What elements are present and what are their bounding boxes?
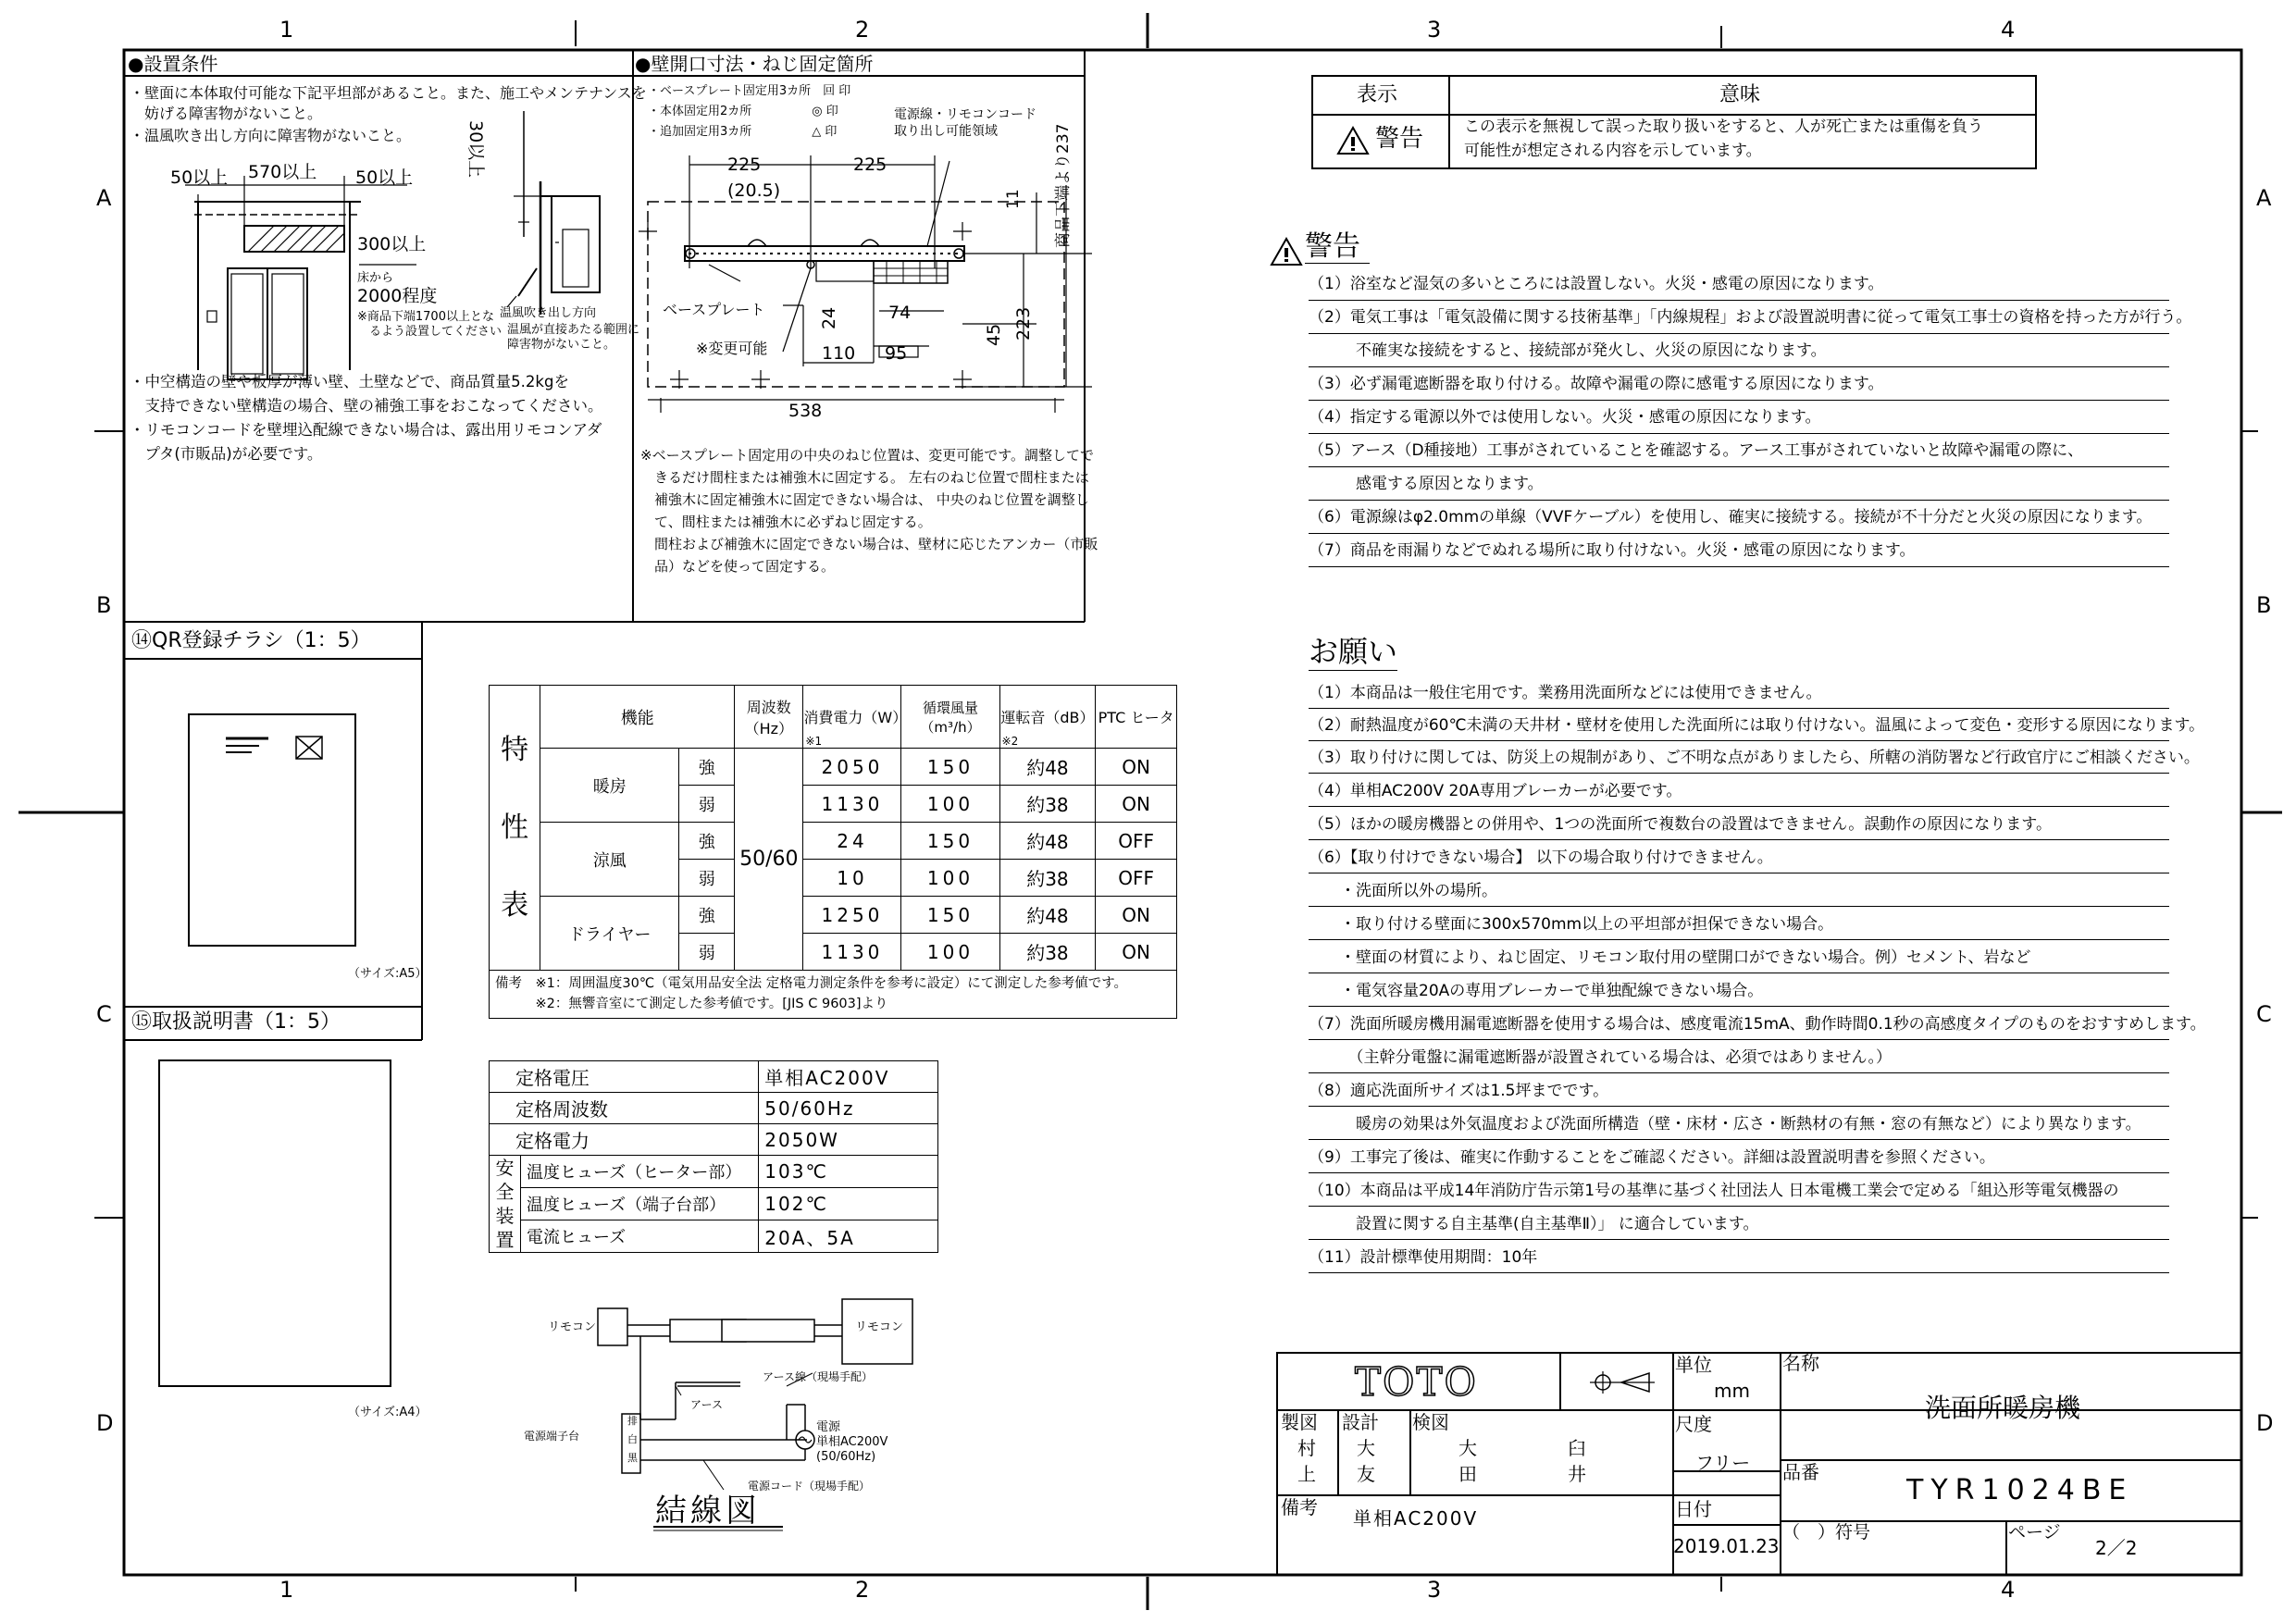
row-label-d: D	[96, 1410, 114, 1436]
safety-item: 電流ヒューズ	[520, 1220, 758, 1253]
power-cell: 2050	[803, 749, 901, 786]
request-item: （主幹分電盤に漏電遮断器が設置されている場合は、必須ではありません。）	[1309, 1048, 1893, 1067]
manual-title: ⑮取扱説明書（1：5）	[131, 1010, 341, 1034]
dim-45: 45	[984, 323, 1004, 346]
air-cell: 150	[901, 823, 999, 860]
part-number: TYR1024BE	[1906, 1474, 2134, 1506]
dim-top: 30以上	[465, 120, 486, 179]
cord-label: 電源コード（現場手配）	[748, 1480, 871, 1493]
safety-value: 20A、5A	[759, 1220, 938, 1253]
role-label: 検図	[1412, 1411, 1449, 1433]
request-item: ・壁面の材質により、ねじ固定、リモコン取付用の壁開口ができない場合。例）セメント、岩など	[1309, 948, 2031, 967]
request-item: （7）洗面所暖房機用漏電遮断器を使用する場合は、感度電流15mA、動作時間0.1秒の高感度タイプのものをおすすめします。	[1309, 1015, 2206, 1034]
opening-note: て、間柱または補強木に必ずねじ固定する。	[640, 514, 932, 530]
rating-label: 定格周波数	[490, 1093, 759, 1124]
mode-cell: 弱	[679, 786, 735, 823]
opening-note: 品）などを使って固定する。	[640, 558, 836, 575]
install-note2: ・中空構造の壁や板厚が薄い壁、土壁などで、商品質量5.2kgを	[130, 373, 569, 390]
floor-note: るよう設置してください	[357, 325, 503, 339]
mode-cell: 弱	[679, 934, 735, 971]
col-label-4-bottom: 4	[2001, 1577, 2016, 1603]
seal: 大	[1357, 1437, 1375, 1459]
col-label-4: 4	[2001, 17, 2016, 43]
request-item: （11）設計標準使用期間：10年	[1309, 1248, 1538, 1267]
opening-note: きるだけ間柱または補強木に固定する。 左右のねじ位置で間柱または	[640, 469, 1089, 486]
date-label: 日付	[1675, 1498, 1712, 1520]
terminal-mark: 黒	[627, 1452, 638, 1464]
blow-note: 障害物がないこと。	[507, 338, 616, 352]
col-meaning: 意味	[1719, 83, 1761, 106]
opening-note: 補強木に固定補強木に固定できない場合は、 中央のねじ位置を調整し	[640, 491, 1089, 508]
request-item: ・洗面所以外の場所。	[1309, 882, 1497, 900]
seal: 村	[1297, 1437, 1316, 1459]
qr-size: （サイズ:A5）	[348, 967, 428, 981]
dim-223: 223	[1013, 306, 1034, 341]
warning-label: 警告	[1375, 125, 1424, 153]
warning-item: 感電する原因となります。	[1309, 475, 1544, 493]
warning-item: （3）必ず漏電遮断器を取り付ける。故障や漏電の際に感電する原因になります。	[1309, 375, 1884, 393]
dim-mid: 570以上	[248, 162, 317, 182]
earth-wire-label: アース線（現場手配）	[763, 1370, 874, 1383]
dim-24: 24	[819, 306, 839, 329]
floor-note: 2000程度	[357, 286, 438, 306]
dim-74: 74	[888, 303, 912, 323]
spec-remarks	[490, 971, 1177, 1019]
noise-cell: 約38	[999, 786, 1096, 823]
power-cell: 1250	[803, 897, 901, 934]
safety-value: 103℃	[759, 1156, 938, 1188]
ptc-cell: ON	[1096, 749, 1177, 786]
warning-item: （1）浴室など湿気の多いところには設置しない。火災・感電の原因になります。	[1309, 275, 1884, 293]
note-mark-2: ※2	[1001, 735, 1019, 748]
dim-right: 50以上	[355, 167, 414, 188]
dim-11: 11	[1004, 189, 1023, 209]
noise-cell: 約48	[999, 897, 1096, 934]
safety-item: 温度ヒューズ（端子台部）	[520, 1188, 758, 1220]
dim-110: 110	[822, 343, 856, 364]
th-ptc: PTC ヒータ	[1096, 686, 1177, 749]
remote-right: リモコン	[855, 1320, 904, 1334]
opening-legend: ・ベースプレート固定用3カ所 回 印	[648, 84, 851, 98]
dim-below: 300以上	[357, 234, 427, 254]
warning-meaning: 可能性が想定される内容を示しています。	[1464, 142, 1762, 160]
opening-note: ※ベースプレート固定用の中央のねじ位置は、変更可能です。調整してで	[640, 447, 1095, 464]
func-cell: ドライヤー	[540, 897, 679, 971]
install-note2: ・リモコンコードを壁埋込配線できない場合は、露出用リモコンアダ	[130, 421, 602, 439]
install-note: 妨げる障害物がないこと。	[130, 105, 323, 122]
name-label: 名称	[1782, 1352, 1819, 1374]
warning-item: （6）電源線はφ2.0mmの単線（VVFケーブル）を使用し、確実に接続する。接続が不十分だと火災の原因になります。	[1309, 508, 2153, 527]
warning-item: （2）電気工事は「電気設備に関する技術基準」「内線規程」および設置説明書に従って電気工事士の資格を持った方が行う。	[1309, 308, 2192, 327]
row-label-b-right: B	[2256, 592, 2272, 618]
seal: 上	[1297, 1463, 1316, 1485]
remark-label: 備考	[1281, 1496, 1318, 1518]
symbol-label: （ ）符号	[1782, 1522, 1871, 1542]
th-func: 機能	[540, 686, 735, 749]
th-power: 消費電力（W） ※1	[803, 686, 901, 749]
th-freq: 周波数（Hz）	[735, 686, 803, 749]
dim-538: 538	[788, 401, 823, 421]
power-cell: 1130	[803, 934, 901, 971]
mode-cell: 強	[679, 749, 735, 786]
warnings-title: 警告	[1305, 230, 1360, 263]
install-note2: プタ(市販品)が必要です。	[130, 445, 323, 463]
opening-note: 間柱および補強木に固定できない場合は、壁材に応じたアンカー（市販	[640, 536, 1098, 552]
scale-label: 尺度	[1675, 1413, 1712, 1435]
role-label: 製図	[1281, 1411, 1318, 1433]
col-label-1-bottom: 1	[279, 1577, 294, 1603]
mode-cell: 強	[679, 897, 735, 934]
request-item: ・取り付ける壁面に300x570mm以上の平坦部が担保できない場合。	[1309, 915, 1834, 934]
air-cell: 100	[901, 860, 999, 897]
power-label: (50/60Hz)	[816, 1450, 876, 1464]
product-name: 洗面所暖房機	[1925, 1393, 2081, 1423]
freq-cell: 50/60	[735, 749, 803, 971]
unit-label: 単位	[1675, 1354, 1712, 1376]
rating-label: 定格電圧	[490, 1061, 759, 1093]
th-air: 循環風量（m³/h）	[901, 686, 999, 749]
mode-cell: 弱	[679, 860, 735, 897]
request-item: （9）工事完了後は、確実に作動することをご確認ください。詳細は設置説明書を参照ください。	[1309, 1148, 1995, 1167]
spec-side-label: 特 性 表	[490, 686, 540, 971]
noise-cell: 約48	[999, 749, 1096, 786]
noise-cell: 約38	[999, 934, 1096, 971]
part-label: 品番	[1782, 1461, 1819, 1483]
seal: 臼	[1568, 1437, 1586, 1459]
row-label-a: A	[96, 185, 112, 211]
request-item: （1）本商品は一般住宅用です。業務用洗面所などには使用できません。	[1309, 684, 1822, 702]
ptc-cell: ON	[1096, 786, 1177, 823]
dim-20-5: (20.5)	[727, 180, 781, 201]
rating-value: 単相AC200V	[759, 1061, 938, 1093]
terminal-label: 電源端子台	[524, 1430, 580, 1443]
terminal-mark: 排	[627, 1415, 638, 1427]
ptc-cell: OFF	[1096, 860, 1177, 897]
rating-value: 50/60Hz	[759, 1093, 938, 1124]
noise-cell: 約48	[999, 823, 1096, 860]
safety-item: 温度ヒューズ（ヒーター部）	[520, 1156, 758, 1188]
remark-label: 備考	[495, 975, 522, 991]
dim-237: 商品下端より237	[1054, 123, 1073, 248]
seal: 友	[1357, 1463, 1375, 1485]
air-cell: 150	[901, 749, 999, 786]
dim-left: 50以上	[170, 167, 229, 188]
air-cell: 150	[901, 897, 999, 934]
opening-legend: ・追加固定用3カ所 △ 印	[648, 125, 838, 139]
col-display: 表示	[1357, 83, 1398, 106]
ptc-cell: OFF	[1096, 823, 1177, 860]
dim-225a: 225	[727, 155, 762, 175]
row-label-c: C	[96, 1001, 112, 1027]
air-cell: 100	[901, 786, 999, 823]
earth-label: アース	[690, 1398, 724, 1411]
rating-label: 定格電力	[490, 1124, 759, 1156]
spec-table	[489, 685, 1177, 1019]
request-item: （5）ほかの暖房機器との併用や、1つの洗面所で複数台の設置はできません。誤動作の原因になります。	[1309, 815, 2052, 834]
power-cell: 24	[803, 823, 901, 860]
request-item: （4）単相AC200V 20A専用ブレーカーが必要です。	[1309, 782, 1682, 800]
opening-legend: ・本体固定用2カ所 ◎ 印	[648, 105, 838, 118]
page-value: 2／2	[2095, 1537, 2138, 1559]
floor-note: 床から	[357, 271, 394, 285]
scale-value: フリー	[1695, 1452, 1751, 1474]
row-label-a-right: A	[2256, 185, 2272, 211]
col-label-3: 3	[1427, 17, 1442, 43]
remark-1: ※1：周囲温度30℃（電気用品安全法 定格電力測定条件を参考に設定）にて測定した参考値です。	[535, 975, 1128, 991]
row-label-c-right: C	[2256, 1001, 2272, 1027]
air-cell: 100	[901, 934, 999, 971]
rating-table	[489, 1060, 938, 1253]
requests-title: お願い	[1309, 634, 1398, 669]
col-label-2: 2	[855, 17, 870, 43]
seal: 井	[1568, 1463, 1586, 1485]
baseplate-label: ベースプレート	[663, 301, 765, 318]
cable-note: 電源線・リモコンコード	[894, 107, 1036, 122]
ptc-cell: ON	[1096, 897, 1177, 934]
install-note2: 支持できない壁構造の場合、壁の補強工事をおこなってください。	[130, 397, 603, 415]
rating-value: 2050W	[759, 1124, 938, 1156]
dim-225b: 225	[853, 155, 887, 175]
col-label-3-bottom: 3	[1427, 1577, 1442, 1603]
remark-2: ※2：無響音室にて測定した参考値です。[JIS C 9603]より	[535, 996, 888, 1011]
noise-cell: 約38	[999, 860, 1096, 897]
ptc-cell: ON	[1096, 934, 1177, 971]
request-item: ・電気容量20Aの専用ブレーカーで単独配線できない場合。	[1309, 982, 1764, 1000]
request-item: （6）【取り付けできない場合】 以下の場合取り付けできません。	[1309, 849, 1773, 867]
terminal-mark: 白	[627, 1433, 638, 1445]
request-item: （2）耐熱温度が60℃未満の天井材・壁材を使用した洗面所には取り付けない。温風によって変色・変形する原因になります。	[1309, 716, 2205, 735]
dim-95: 95	[885, 343, 908, 364]
request-item: 暖房の効果は外気温度および洗面所構造（壁・床材・広さ・断熱材の有無・窓の有無など）により異なります。	[1309, 1115, 2141, 1134]
floor-note: ※商品下端1700以上とな	[357, 310, 494, 324]
row-label-b: B	[96, 592, 112, 618]
blow-note: 温風吹き出し方向	[500, 306, 597, 320]
safety-value: 102℃	[759, 1188, 938, 1220]
install-note: ・壁面に本体取付可能な下記平坦部があること。また、施工やメンテナンスを	[130, 84, 647, 102]
changeable-label: ※変更可能	[696, 340, 768, 357]
request-item: 設置に関する自主基準(自主基準Ⅱ）」 に適合しています。	[1309, 1215, 1759, 1233]
func-cell: 暖房	[540, 749, 679, 823]
warning-item: （4）指定する電源以外では使用しない。火災・感電の原因になります。	[1309, 408, 1821, 427]
brand-logo: TOTO	[1355, 1359, 1478, 1405]
safety-label: 安全装置	[490, 1156, 521, 1253]
warning-item: （7）商品を雨漏りなどでぬれる場所に取り付けない。火災・感電の原因になります。	[1309, 541, 1916, 560]
power-label: 単相AC200V	[816, 1435, 888, 1449]
func-cell: 涼風	[540, 823, 679, 897]
date-value: 2019.01.23	[1673, 1535, 1780, 1557]
col-label-2-bottom: 2	[855, 1577, 870, 1603]
page-label: ページ	[2008, 1522, 2061, 1542]
install-header: ●設置条件	[128, 53, 218, 75]
power-cell: 1130	[803, 786, 901, 823]
power-label: 電源	[816, 1420, 841, 1434]
th-noise: 運転音（dB） ※2	[999, 686, 1096, 749]
remark-value: 単相AC200V	[1353, 1507, 1479, 1530]
warning-item: 不確実な接続をすると、接続部が発火し、火災の原因になります。	[1309, 341, 1827, 360]
request-item: （10）本商品は平成14年消防庁告示第1号の基準に基づく社団法人 日本電機工業会で定める「組込形等電気機器の	[1309, 1182, 2119, 1200]
qr-title: ⑭QR登録チラシ（1：5）	[131, 629, 371, 652]
col-label-1: 1	[279, 17, 294, 43]
warning-meaning: この表示を無視して誤った取り扱いをすると、人が死亡または重傷を負う	[1464, 118, 1983, 136]
wiring-title: 結線図	[655, 1493, 761, 1530]
row-label-d-right: D	[2256, 1410, 2274, 1436]
seal: 大	[1458, 1437, 1477, 1459]
unit-value: mm	[1714, 1380, 1750, 1402]
cable-note: 取り出し可能領域	[894, 124, 998, 139]
request-item: （8）適応洗面所サイズは1.5坪までです。	[1309, 1082, 1609, 1100]
opening-header: ●壁開口寸法・ねじ固定箇所	[635, 53, 874, 75]
request-item: （3）取り付けに関しては、防災上の規制があり、ご不明な点がありましたら、所轄の消防署など行政官庁にご相談ください。	[1309, 749, 2200, 767]
mode-cell: 強	[679, 823, 735, 860]
seal: 田	[1458, 1463, 1477, 1485]
blow-note: 温風が直接あたる範囲に	[507, 323, 640, 337]
remote-left: リモコン	[548, 1320, 597, 1334]
note-mark-1: ※1	[805, 735, 823, 748]
role-label: 設計	[1342, 1411, 1379, 1433]
power-cell: 10	[803, 860, 901, 897]
manual-size: （サイズ:A4）	[348, 1406, 428, 1419]
install-note: ・温風吹き出し方向に障害物がないこと。	[130, 127, 412, 144]
warning-item: （5）アース（D種接地）工事がされていることを確認する。アース工事がされていないと故障や漏電の際に、	[1309, 441, 2084, 460]
